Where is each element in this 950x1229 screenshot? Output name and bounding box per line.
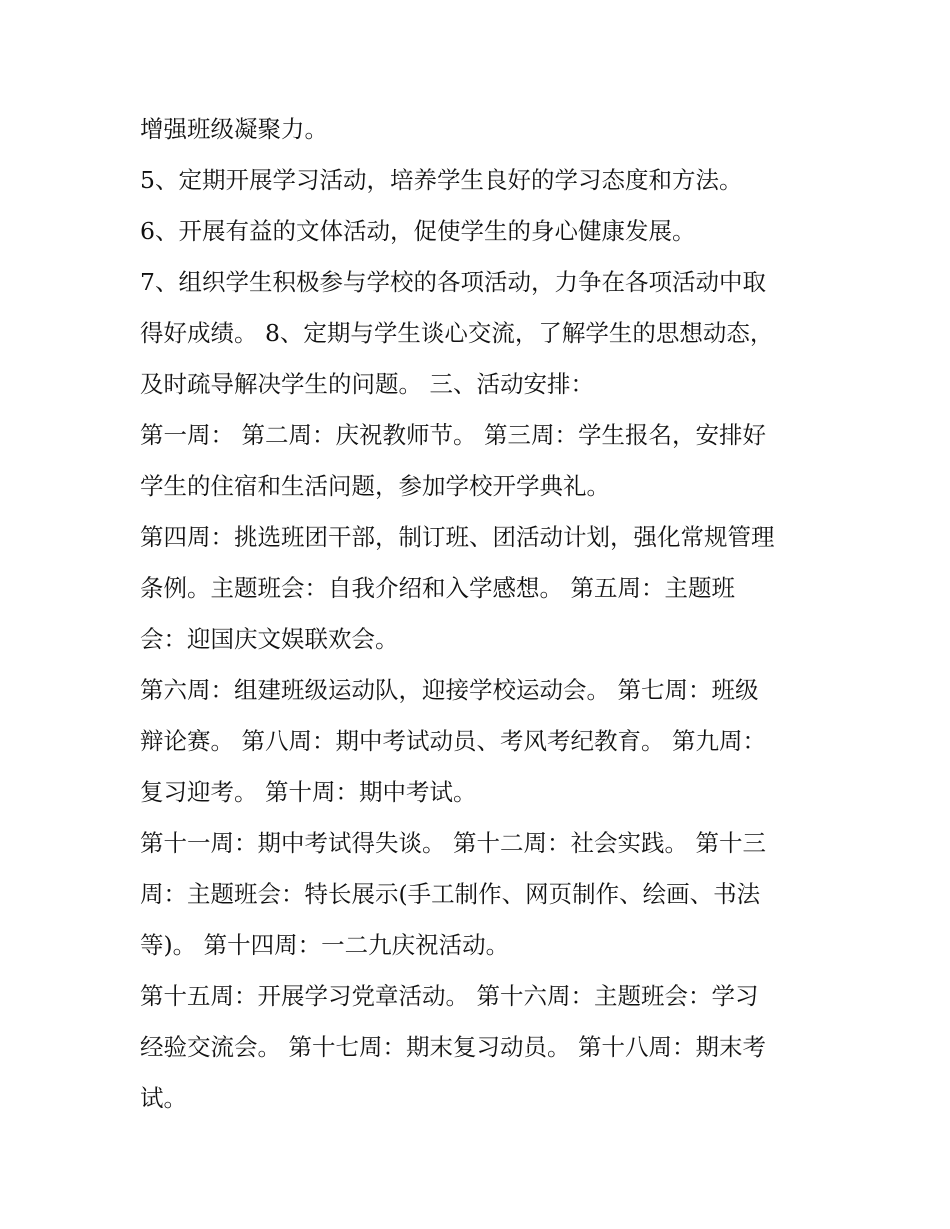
text-line: 7、组织学生积极参与学校的各项活动，力争在各项活动中取 — [140, 268, 766, 296]
text-line: 第十五周：开展学习党章活动。 第十六周：主题班会：学习 — [140, 982, 759, 1010]
paragraph-item-6 — [140, 206, 820, 257]
text-line: 复习迎考。 第十周：期中考试。 — [140, 778, 477, 806]
paragraph-weeks-15-18 — [140, 971, 820, 1124]
text-line: 经验交流会。 第十七周：期末复习动员。 第十八周：期末考 — [140, 1033, 766, 1061]
paragraph-weeks-11-14 — [140, 818, 820, 971]
text-line: 等)。 第十四周：一二九庆祝活动。 — [140, 931, 510, 959]
paragraph-item-7-8 — [140, 257, 820, 410]
text-line: 条例。主题班会：自我介绍和入学感想。 第五周：主题班 — [140, 574, 735, 602]
paragraph-weeks-4-5 — [140, 512, 820, 665]
paragraph-item-5 — [140, 155, 820, 206]
text-line: 周：主题班会：特长展示(手工制作、网页制作、绘画、书法 — [140, 880, 761, 908]
text-line: 得好成绩。 8、定期与学生谈心交流，了解学生的思想动态， — [140, 319, 774, 347]
text-line: 6、开展有益的文体活动，促使学生的身心健康发展。 — [140, 217, 696, 245]
paragraph-weeks-6-10 — [140, 665, 820, 818]
text-line: 第一周： 第二周：庆祝教师节。 第三周：学生报名，安排好 — [140, 421, 766, 449]
text-line: 5、定期开展学习活动，培养学生良好的学习态度和方法。 — [140, 166, 743, 194]
paragraph-cohesion — [140, 104, 820, 155]
text-line: 第十一周：期中考试得失谈。 第十二周：社会实践。 第十三 — [140, 829, 766, 857]
paragraph-weeks-1-3 — [140, 410, 820, 512]
document-body — [140, 104, 820, 1124]
text-line: 学生的住宿和生活问题，参加学校开学典礼。 — [140, 472, 610, 500]
text-line: 及时疏导解决学生的问题。 三、活动安排： — [140, 370, 594, 398]
text-line: 增强班级凝聚力。 — [140, 115, 328, 143]
text-line: 第四周：挑选班团干部，制订班、团活动计划，强化常规管理 — [140, 523, 775, 551]
text-line: 会：迎国庆文娱联欢会。 — [140, 625, 399, 653]
text-line: 试。 — [140, 1084, 187, 1112]
text-line: 第六周：组建班级运动队，迎接学校运动会。 第七周：班级 — [140, 676, 759, 704]
text-line: 辩论赛。 第八周：期中考试动员、考风考纪教育。 第九周： — [140, 727, 766, 755]
